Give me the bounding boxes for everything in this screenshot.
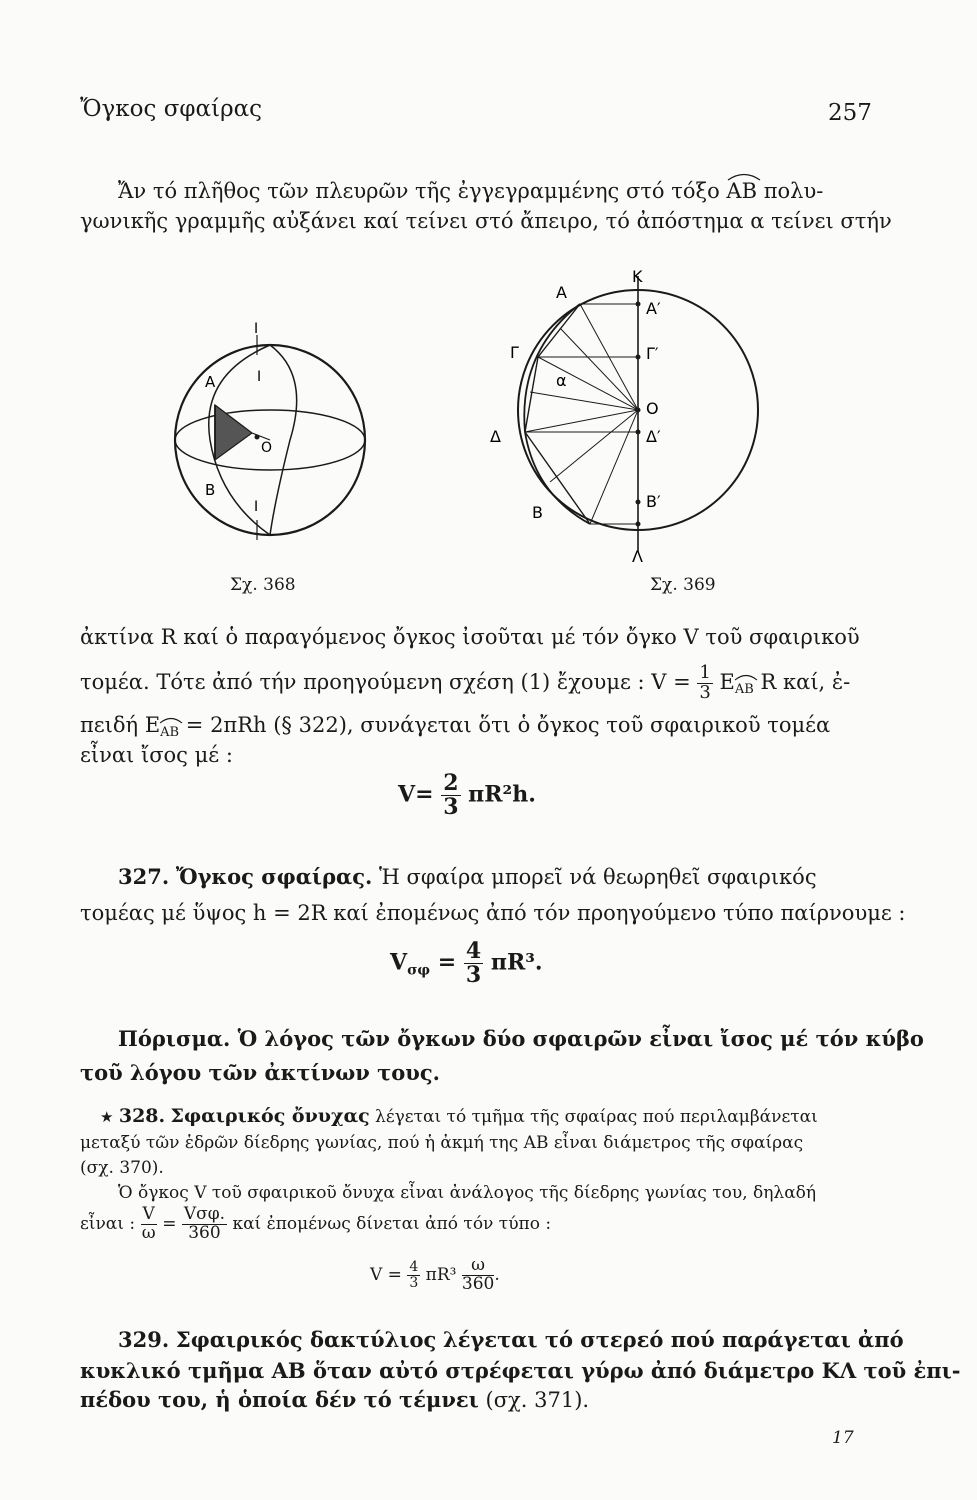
fraction: $\frac{\text{Vσφ.}}{360}$	[183, 1204, 226, 1243]
fig368-label: Β	[205, 481, 216, 499]
fraction: $\frac{2}{3}$	[443, 770, 459, 821]
figure-368	[160, 315, 390, 560]
fig369-label: Β′	[646, 492, 661, 511]
para1-line-1: ἀκτίνα R καί ὁ παραγόμενος ὄγκος ἰσοῦται μέ τόν ὄγκο V τοῦ σφαιρικοῦ	[80, 625, 860, 649]
fig369-label: Λ	[632, 547, 643, 566]
sec327-line-2: τομέας μέ ὕψος h = 2R καί ἐπομένως ἀπό τόν προηγούμενο τύπο παίρνουμε :	[80, 901, 906, 925]
sec328-line-3: (σχ. 370).	[80, 1158, 164, 1178]
sec328-line-1: ★ 328. Σφαιρικός ὄνυχας λέγεται τό τμῆμα τῆς σφαίρας πού περιλαμβάνεται	[100, 1105, 818, 1127]
fig369-label: Δ	[490, 427, 501, 446]
fraction: $\frac{4}{3}$	[465, 938, 482, 989]
running-title: Ὄγκος σφαίρας	[80, 96, 263, 122]
fig368-label: Α	[205, 373, 216, 391]
fig369-label: Δ′	[646, 427, 661, 446]
fig369-label: Κ	[632, 267, 643, 286]
fig369-label: Γ	[510, 343, 519, 362]
page-number: 257	[828, 100, 872, 126]
sec329-line-2: κυκλικό τμῆμα ΑΒ ὅταν αὐτό στρέφεται γύρω ἀπό διάμετρο ΚΛ τοῦ ἐπι-	[80, 1358, 961, 1383]
sec327-number: 327.	[118, 864, 170, 889]
fig368-label: Ι	[254, 321, 259, 337]
fraction: $\frac{4}{3}$	[409, 1259, 419, 1291]
sec327-title: Ὄγκος σφαίρας.	[175, 864, 373, 889]
fraction: $\frac{V}{\omega}$	[141, 1204, 156, 1243]
fraction: $\frac{\omega}{360}$	[461, 1255, 495, 1294]
corollary-line-2: τοῦ λόγου τῶν ἀκτίνων τους.	[80, 1060, 440, 1085]
fig369-label: Β	[532, 503, 543, 522]
intro-line-2: γωνικῆς γραμμῆς αὐξάνει καί τείνει στό ἄπειρο, τό ἀπόστημα α τείνει στήν	[80, 209, 892, 233]
fig369-label: Α′	[646, 299, 661, 318]
signature-mark: 17	[832, 1428, 854, 1448]
corollary-line-1: Πόρισμα. Ὁ λόγος τῶν ὄγκων δύο σφαιρῶν εἶναι ἴσος μέ τόν κύβο	[118, 1026, 924, 1051]
caption-369: Σχ. 369	[650, 575, 716, 595]
intro-text-end: πολυ-	[763, 179, 824, 203]
intro-text: Ἄν τό πλῆθος τῶν πλευρῶν τῆς ἐγγεγραμμένης στό τόξο	[118, 179, 720, 203]
caption-368: Σχ. 368	[230, 575, 296, 595]
para1-line-3: πειδή E ΑΒ = 2πRh (§ 322), συνάγεται ὅτι ὁ ὄγκος τοῦ σφαιρικοῦ τομέα	[80, 713, 831, 740]
fraction-one-third: $\frac{1}{3}$	[699, 662, 711, 703]
star-icon: ★	[100, 1108, 114, 1126]
fig369-label: Γ′	[646, 344, 659, 363]
arc-mark	[726, 171, 762, 181]
sec328-line-2: μεταξύ τῶν ἑδρῶν δίεδρης γωνίας, πού ἡ ἀκμή της ΑΒ εἶναι διάμετρος τῆς σφαίρας	[80, 1133, 804, 1153]
fig368-label: Ο	[261, 440, 273, 456]
sec328-line-5: εἶναι : $\frac{V}{\omega}$ = $\frac{\text{Vσφ.}}{360}$ καί ἐπομένως δίνεται ἀπό τόν τύπο :	[80, 1204, 552, 1243]
sec328-line-4: Ὁ ὄγκος V τοῦ σφαιρικοῦ ὄνυχα εἶναι ἀνάλογος τῆς δίεδρης γωνίας του, δηλαδή	[118, 1183, 817, 1203]
formula-sector-volume: V= $\frac{2}{3}$ πR²h.	[398, 770, 536, 821]
formula-ungula-volume: V = $\frac{4}{3}$ πR³ $\frac{\omega}{360}$ .	[370, 1255, 500, 1294]
intro-line-1	[118, 176, 823, 206]
sec329-line-1: 329. Σφαιρικός δακτύλιος λέγεται τό στερεό πού παράγεται ἀπό	[118, 1327, 904, 1352]
sec329-line-3: πέδου του, ἡ ὁποία δέν τό τέμνει (σχ. 371).	[80, 1387, 590, 1412]
para1-line-2: τομέα. Τότε ἀπό τήν προηγούμενη σχέση (1) ἔχουμε : V = $\frac{1}{3}$ E ΑΒ R καί, ἐ-	[80, 662, 851, 703]
para1-line-4: εἶναι ἴσος μέ :	[80, 743, 233, 767]
fig368-label: Ι	[257, 369, 262, 385]
fig369-label: Ο	[646, 399, 659, 418]
fig369-label: α	[556, 371, 567, 390]
fig369-label: Α	[556, 283, 567, 302]
figure-369	[470, 262, 790, 567]
fig368-label: Ι	[254, 499, 259, 515]
sec327-line-1: 327. Ὄγκος σφαίρας. Ἡ σφαίρα μπορεῖ νά θεωρηθεῖ σφαιρικός	[118, 864, 817, 889]
formula-sphere-volume: $V_{\sigma\varphi}$ = $\frac{4}{3}$ πR³.	[390, 938, 543, 989]
arc-ab: ΑΒ	[726, 176, 757, 206]
corollary-label: Πόρισμα.	[118, 1026, 231, 1051]
